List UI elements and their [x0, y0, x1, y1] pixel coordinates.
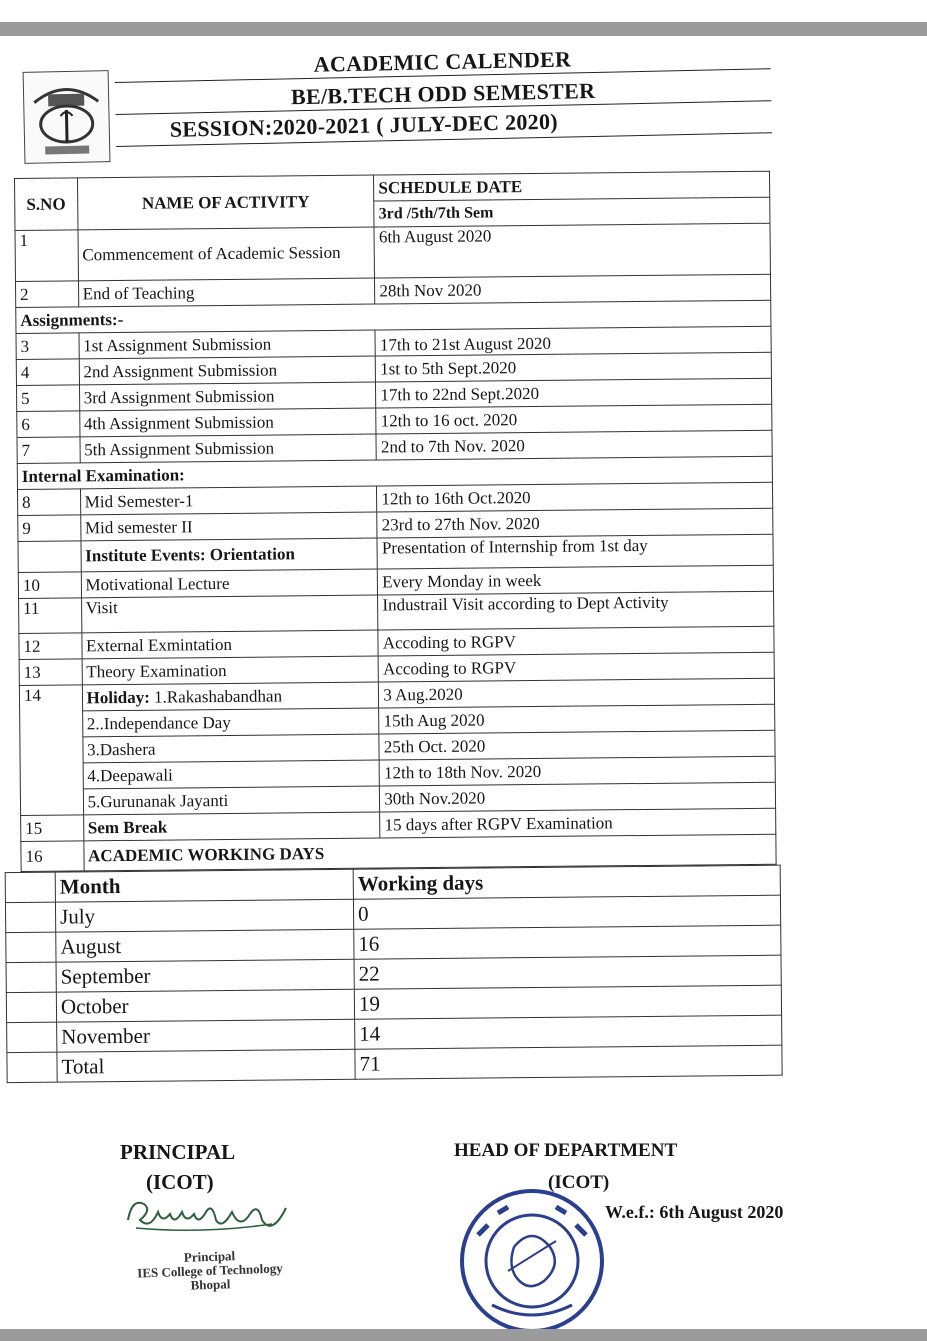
schedule-date: Accoding to RGPV	[378, 652, 774, 682]
blank-cell	[6, 962, 56, 992]
activity-name: Visit	[81, 595, 378, 633]
blank-cell	[5, 872, 55, 902]
schedule-date: 30th Nov.2020	[380, 782, 776, 812]
table-row	[7, 1045, 782, 1082]
blank-cell	[7, 1022, 57, 1052]
schedule-date: 17th to 22nd Sept.2020	[376, 378, 772, 408]
row-number: 11	[19, 598, 82, 634]
activity-name: Institute Events: Orientation	[81, 538, 378, 572]
activity-name: Sem Break	[83, 812, 380, 841]
activity-name: Mid semester II	[80, 512, 377, 541]
schedule-date: 12th to 18th Nov. 2020	[379, 756, 775, 786]
schedule-header: SCHEDULE DATE	[374, 171, 770, 201]
activity-name: 2nd Assignment Submission	[79, 356, 376, 385]
principal-org: (ICOT)	[146, 1170, 214, 1194]
row-number: 8	[17, 489, 80, 516]
blank-cell	[7, 1052, 57, 1082]
blank-cell	[6, 992, 56, 1022]
blank-cell	[5, 902, 55, 932]
session-title: SESSION:2020-2021 ( JULY-DEC 2020)	[169, 108, 559, 142]
program-title: BE/B.TECH ODD SEMESTER	[290, 77, 596, 110]
document-header	[18, 28, 772, 166]
college-crest-icon	[23, 70, 111, 164]
schedule-date: 15 days after RGPV Examination	[380, 808, 776, 838]
month-name: November	[57, 1019, 355, 1052]
schedule-date: 17th to 21st August 2020	[375, 326, 771, 356]
row-number: 12	[19, 633, 82, 660]
schedule-date: 23rd to 27th Nov. 2020	[377, 508, 773, 538]
table-row	[15, 223, 770, 281]
row-number: 4	[16, 359, 79, 386]
activity-name: 4th Assignment Submission	[79, 408, 376, 437]
month-name: July	[55, 899, 353, 932]
stamp-line: Bhopal	[190, 1276, 231, 1293]
holiday-name: 1.Rakashabandhan	[154, 685, 283, 707]
total-label: Total	[57, 1049, 355, 1082]
schedule-date: 28th Nov 2020	[375, 274, 771, 304]
schedule-date: Accoding to RGPV	[378, 626, 774, 656]
holiday-name: 4.Deepawali	[83, 760, 380, 789]
hod-title: HEAD OF DEPARTMENT	[454, 1140, 678, 1161]
schedule-date: 12th to 16th Oct.2020	[377, 482, 773, 512]
holiday-item	[82, 682, 379, 711]
sno-header: S.NO	[15, 178, 78, 231]
schedule-date: 2nd to 7th Nov. 2020	[376, 430, 772, 460]
activity-name: External Exmintation	[81, 630, 378, 659]
row-number: 6	[17, 411, 80, 438]
schedule-date: Presentation of Internship from 1st day	[377, 534, 773, 569]
college-seal-icon	[452, 1185, 612, 1335]
row-number: 15	[21, 815, 84, 842]
blank-cell	[6, 932, 56, 962]
month-name: August	[56, 929, 354, 962]
signature-icon	[122, 1190, 292, 1240]
working-days-table	[5, 865, 783, 1083]
activity-name: End of Teaching	[78, 278, 375, 307]
activity-header: NAME OF ACTIVITY	[77, 175, 374, 230]
activity-name: 5th Assignment Submission	[80, 434, 377, 463]
row-number: 7	[17, 437, 80, 464]
month-name: September	[56, 959, 354, 992]
stamp-line: Principal	[183, 1248, 236, 1265]
bottom-scan-border	[0, 1329, 927, 1341]
schedule-date: Every Monday in week	[378, 565, 774, 595]
working-days-value: 14	[355, 1015, 782, 1049]
activity-name: Motivational Lecture	[81, 569, 378, 598]
holiday-label: Holiday:	[86, 687, 150, 707]
effective-date: W.e.f.: 6th August 2020	[605, 1202, 784, 1222]
row-number: 13	[19, 659, 82, 686]
working-days-value: 16	[354, 925, 781, 959]
activity-name: 1st Assignment Submission	[79, 330, 376, 359]
month-header: Month	[55, 869, 353, 902]
working-days-value: 0	[353, 895, 780, 929]
row-number	[18, 541, 81, 573]
calendar-body	[14, 171, 783, 1083]
total-value: 71	[355, 1045, 782, 1079]
working-days-value: 22	[354, 955, 781, 989]
principal-stamp	[109, 1247, 310, 1296]
row-number: 10	[18, 572, 81, 599]
row-number: 1	[15, 230, 78, 282]
holiday-name: 5.Gurunanak Jayanti	[83, 786, 380, 815]
schedule-date: 12th to 16 oct. 2020	[376, 404, 772, 434]
schedule-date: 6th August 2020	[374, 223, 770, 278]
row-number: 9	[18, 515, 81, 542]
days-header: Working days	[353, 865, 780, 899]
schedule-date: 1st to 5th Sept.2020	[376, 352, 772, 382]
schedule-date: 25th Oct. 2020	[379, 730, 775, 760]
row-number: 2	[15, 281, 78, 308]
schedule-date: 3 Aug.2020	[379, 678, 775, 708]
calendar-title: ACADEMIC CALENDER	[313, 46, 572, 77]
stamp-line: IES College of Technology	[136, 1260, 283, 1281]
exam-label: Internal Examination:	[17, 456, 772, 489]
activity-table	[14, 171, 777, 872]
working-days-value: 19	[354, 985, 781, 1019]
holiday-name: 3.Dashera	[82, 734, 379, 763]
row-number: 16	[21, 841, 84, 872]
holiday-name: 2..Independance Day	[82, 708, 379, 737]
activity-name: Commencement of Academic Session	[78, 227, 375, 281]
row-number: 5	[16, 385, 79, 412]
month-name: October	[56, 989, 354, 1022]
working-days-heading: ACADEMIC WORKING DAYS	[83, 834, 776, 871]
schedule-date: Industrail Visit according to Dept Activity	[378, 591, 774, 630]
schedule-date: 15th Aug 2020	[379, 704, 775, 734]
row-number: 14	[19, 685, 83, 816]
row-number: 3	[16, 333, 79, 360]
assignments-label: Assignments:-	[16, 300, 771, 333]
activity-name: Mid Semester-1	[80, 486, 377, 515]
hod-org: (ICOT)	[548, 1172, 610, 1193]
principal-title: PRINCIPAL	[120, 1140, 236, 1164]
semester-header: 3rd /5th/7th Sem	[374, 197, 770, 227]
activity-name: 3rd Assignment Submission	[79, 382, 376, 411]
activity-name: Theory Examination	[82, 656, 379, 685]
